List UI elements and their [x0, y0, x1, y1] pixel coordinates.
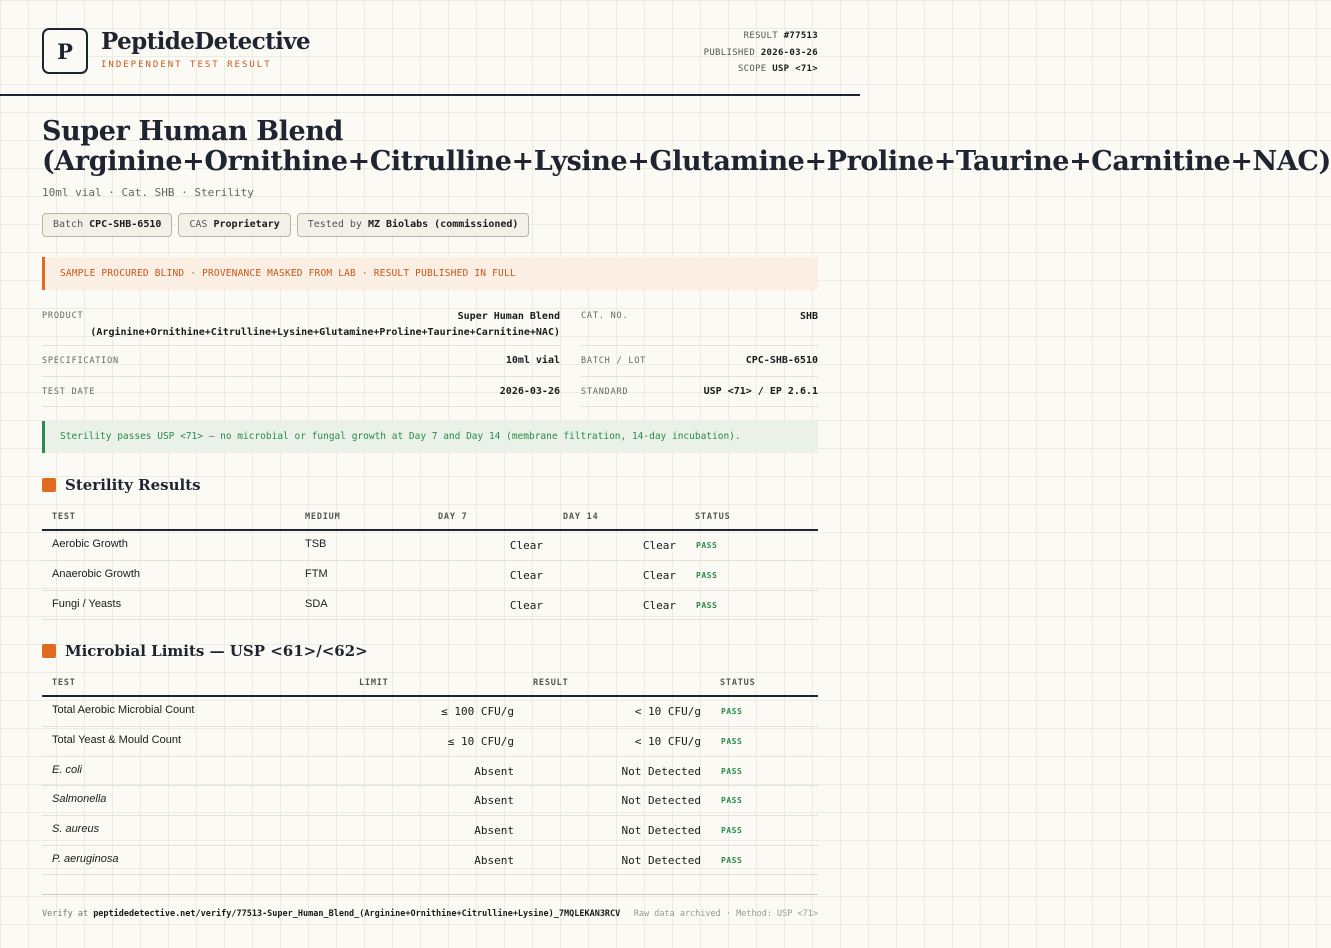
footer-divider	[42, 894, 818, 895]
batch-chip: Batch CPC-SHB-6510	[42, 213, 172, 237]
table-row: E. coli Absent Not Detected PASS	[42, 757, 818, 786]
brand-name[interactable]: PeptideDetective	[101, 28, 311, 55]
page-title	[42, 116, 1331, 177]
brand-tagline: INDEPENDENT TEST RESULT	[101, 60, 272, 70]
sterility-section-heading: Sterility Results	[42, 476, 201, 494]
info-batch-lot: BATCH / LOT CPC-SHB-6510	[581, 346, 818, 377]
cas-chip: CAS Proprietary	[178, 213, 290, 237]
status-badge: PASS	[721, 796, 743, 805]
info-product: PRODUCT Super Human Blend (Arginine+Ornithine+Citrulline+Lysine+Glutamine+Proline+Taurine+Carnitine+NAC)	[42, 308, 560, 346]
table-row: Salmonella Absent Not Detected PASS	[42, 786, 818, 816]
status-badge: PASS	[721, 737, 743, 746]
microbial-section-heading: Microbial Limits — USP <61>/<62>	[42, 642, 368, 660]
info-standard: STANDARD USP <71> / EP 2.6.1	[581, 377, 818, 407]
microbial-limits-table	[42, 669, 818, 875]
title-line-2: (Arginine+Ornithine+Citrulline+Lysine+Glutamine+Proline+Taurine+Carnitine+NAC)	[42, 146, 1331, 177]
status-badge: PASS	[696, 541, 718, 550]
info-test-date: TEST DATE 2026-03-26	[42, 377, 560, 407]
status-badge: PASS	[696, 571, 718, 580]
verify-line: Verify at peptidedetective.net/verify/77513-Super_Human_Blend_(Arginine+Ornithine+Citrulline+Lysine)_7MQLEKAN3RCV	[42, 909, 621, 919]
table-header: TEST MEDIUM DAY 7 DAY 14 STATUS	[42, 503, 818, 531]
status-badge: PASS	[721, 856, 743, 865]
sterility-pass-notice: Sterility passes USP <71> — no microbial or fungal growth at Day 7 and Day 14 (membrane filtration, 14-day incubation).	[42, 421, 818, 453]
brand-logo: P	[42, 28, 88, 74]
table-row: Total Aerobic Microbial Count ≤ 100 CFU/g < 10 CFU/g PASS	[42, 697, 818, 727]
meta-published: PUBLISHED 2026-03-26	[703, 47, 818, 58]
section-marker-icon	[42, 478, 56, 492]
table-row: P. aeruginosa Absent Not Detected PASS	[42, 846, 818, 875]
meta-scope: SCOPE USP <71>	[737, 64, 818, 74]
page-subtitle: 10ml vial · Cat. SHB · Sterility	[42, 186, 254, 199]
info-cat-no: CAT. NO. SHB	[581, 308, 818, 346]
table-row: Anaerobic Growth FTM Clear Clear PASS	[42, 561, 818, 591]
status-badge: PASS	[721, 767, 743, 776]
blind-procurement-notice: SAMPLE PROCURED BLIND · PROVENANCE MASKED FROM LAB · RESULT PUBLISHED IN FULL	[42, 257, 818, 290]
chip-row	[42, 213, 529, 237]
tested-by-chip: Tested by MZ Biolabs (commissioned)	[297, 213, 530, 237]
table-header: TEST LIMIT RESULT STATUS	[42, 669, 818, 697]
table-row: Fungi / Yeasts SDA Clear Clear PASS	[42, 591, 818, 620]
sterility-table	[42, 503, 818, 620]
report-header	[0, 0, 860, 96]
meta-result: RESULT #77513	[743, 31, 818, 41]
status-badge: PASS	[721, 826, 743, 835]
status-badge: PASS	[696, 601, 718, 610]
table-row: Total Yeast & Mould Count ≤ 10 CFU/g < 10 CFU/g PASS	[42, 727, 818, 757]
status-badge: PASS	[721, 707, 743, 716]
table-row: Aerobic Growth TSB Clear Clear PASS	[42, 531, 818, 561]
verify-link[interactable]: peptidedetective.net/verify/77513-Super_Human_Blend_(Arginine+Ornithine+Citrulline+Lysine)_7MQLEKAN3RCV	[93, 909, 621, 919]
section-marker-icon	[42, 644, 56, 658]
archive-note: Raw data archived · Method: USP <71>	[633, 909, 818, 919]
info-specification: SPECIFICATION 10ml vial	[42, 346, 560, 377]
table-row: S. aureus Absent Not Detected PASS	[42, 816, 818, 846]
report-meta	[704, 28, 818, 78]
title-line-1: Super Human Blend	[42, 116, 344, 147]
product-value: Super Human Blend (Arginine+Ornithine+Citrulline+Lysine+Glutamine+Proline+Taurine+Carnitine+NAC)	[90, 311, 560, 338]
